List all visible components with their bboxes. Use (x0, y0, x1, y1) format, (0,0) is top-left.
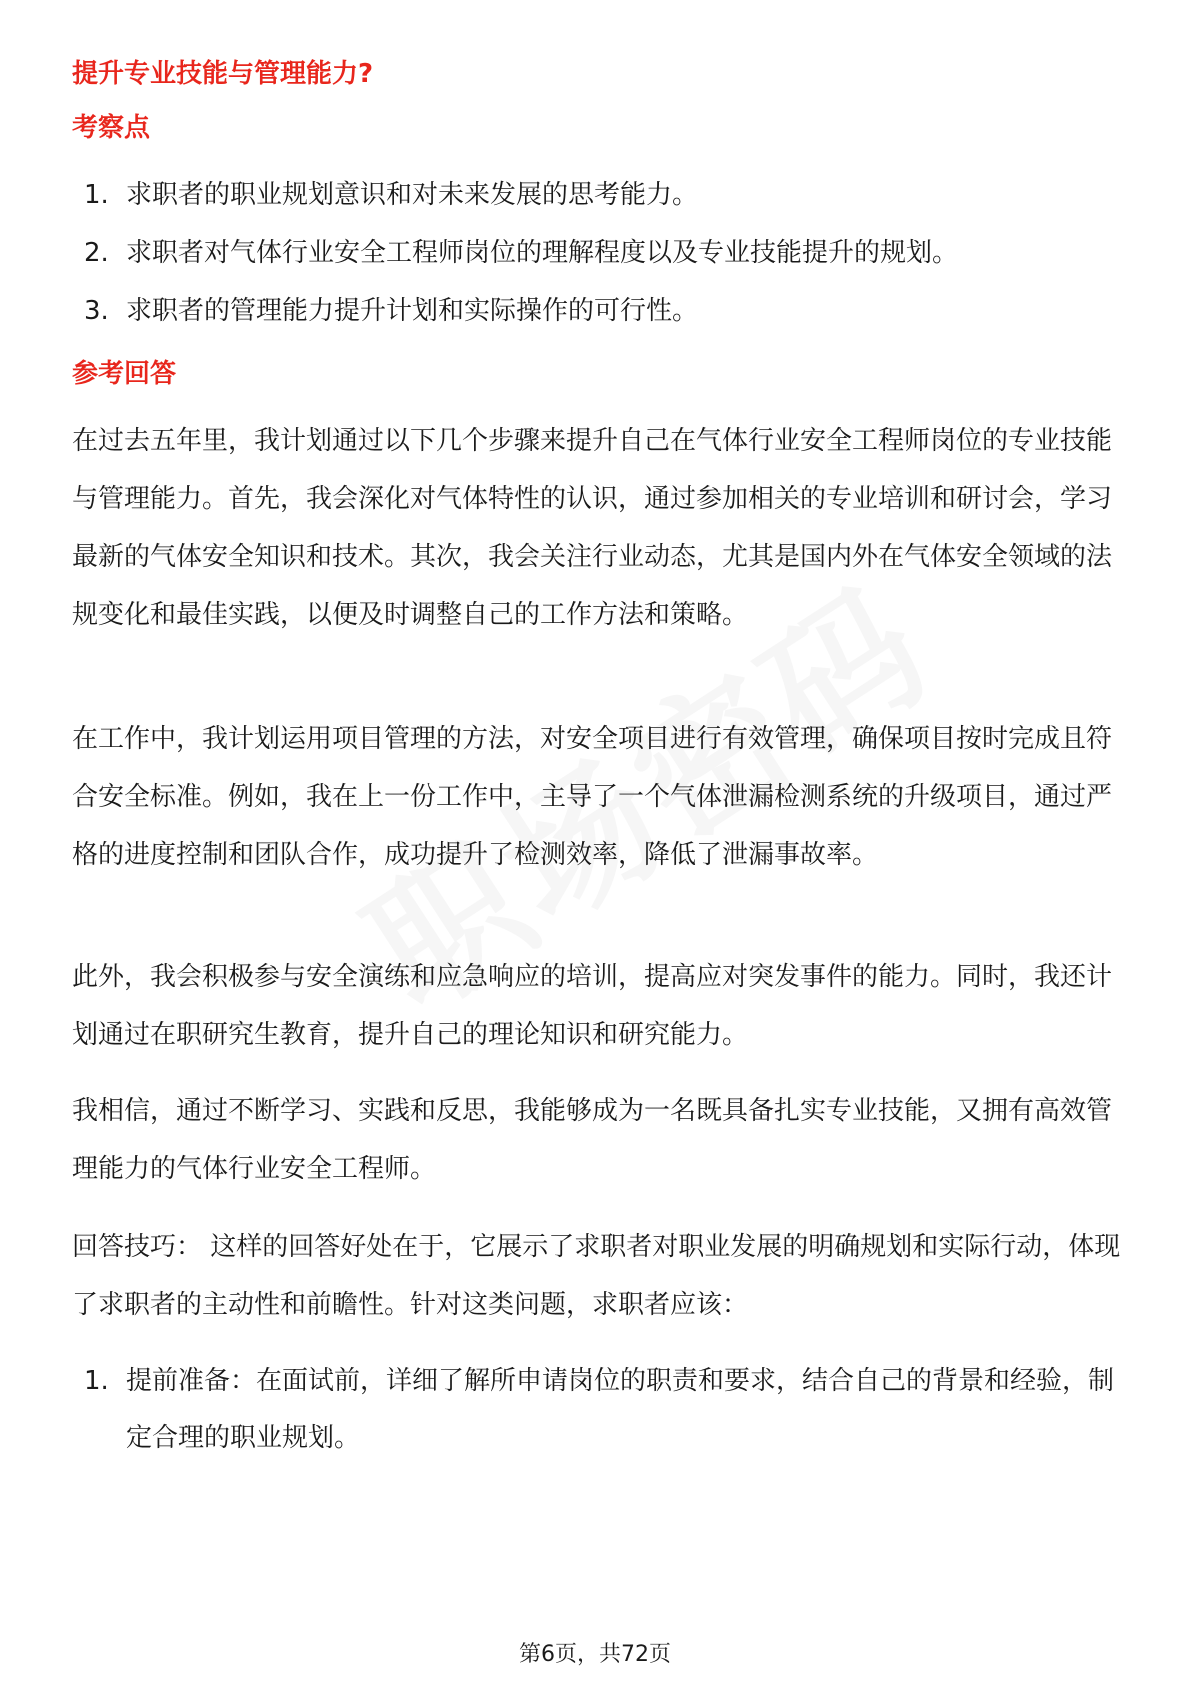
list-number: 1. (84, 1366, 109, 1396)
answer-paragraph-3: 此外，我会积极参与安全演练和应急响应的培训，提高应对突发事件的能力。同时，我还计划通过在职研究生教育，提升自己的理论知识和研究能力。 (72, 962, 1113, 1050)
list-text: 求职者的管理能力提升计划和实际操作的可行性。 (126, 296, 699, 326)
tips-list (72, 1353, 1122, 1467)
list-item (72, 1353, 1122, 1467)
list-number: 2. (84, 238, 109, 268)
answer-paragraph-1: 在过去五年里，我计划通过以下几个步骤来提升自己在气体行业安全工程师岗位的专业技能与管理能力。首先，我会深化对气体特性的认识，通过参加相关的专业培训和研讨会，学习最新的气体安全知识和技术。其次，我会关注行业动态，尤其是国内外在气体安全领域的法规变化和最佳实践，以便及时调整自己的工作方法和策略。 (72, 426, 1113, 630)
list-text: 求职者的职业规划意识和对未来发展的思考能力。 (126, 180, 699, 210)
examine-heading: 考察点 (72, 113, 151, 143)
tips-paragraph: 回答技巧： 这样的回答好处在于，它展示了求职者对职业发展的明确规划和实际行动，体现了求职者的主动性和前瞻性。针对这类问题，求职者应该： (72, 1232, 1121, 1320)
page-number: 第6页，共72页 (519, 1642, 671, 1667)
list-number: 1. (84, 180, 109, 210)
answer-paragraph-2: 在工作中，我计划运用项目管理的方法，对安全项目进行有效管理，确保项目按时完成且符合安全标准。例如，我在上一份工作中，主导了一个气体泄漏检测系统的升级项目，通过严格的进度控制和团队合作，成功提升了检测效率，降低了泄漏事故率。 (72, 724, 1113, 870)
list-text: 提前准备：在面试前，详细了解所申请岗位的职责和要求，结合自己的背景和经验，制定合理的职业规划。 (126, 1366, 1115, 1453)
list-text: 求职者对气体行业安全工程师岗位的理解程度以及专业技能提升的规划。 (126, 238, 959, 268)
answer-paragraph-4: 我相信，通过不断学习、实践和反思，我能够成为一名既具备扎实专业技能，又拥有高效管理能力的气体行业安全工程师。 (72, 1096, 1113, 1184)
answer-heading: 参考回答 (72, 359, 177, 389)
examine-points-list (72, 166, 1122, 340)
list-item (72, 282, 1122, 340)
list-number: 3. (84, 296, 109, 326)
list-item (72, 224, 1122, 282)
question-title: 提升专业技能与管理能力? (72, 59, 374, 89)
list-item (72, 166, 1122, 224)
